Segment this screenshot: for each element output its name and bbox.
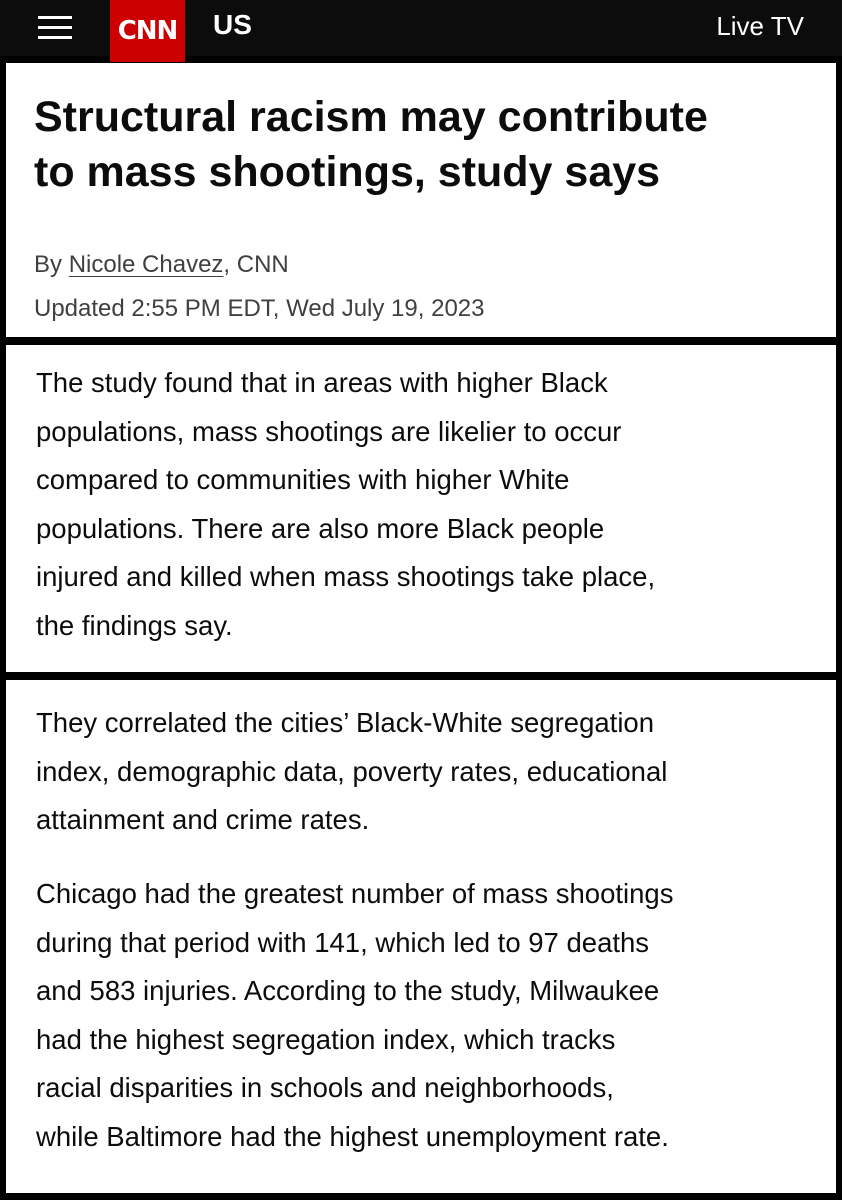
byline-prefix: By (34, 251, 69, 278)
author-link[interactable]: Nicole Chavez (68, 251, 224, 278)
text-line: They correlated the cities’ Black-White segregation (36, 707, 655, 738)
top-nav-bar (0, 0, 842, 56)
text-line: index, demographic data, poverty rates, educational (36, 755, 668, 787)
section-label[interactable]: US (213, 9, 252, 40)
text-line: compared to communities with higher White (36, 464, 570, 495)
title-line: Structural racism may contribute (34, 93, 708, 141)
text-line: during that period with 141, which led to 97 deaths (36, 926, 650, 958)
article-title (34, 90, 824, 200)
hamburger-menu-icon[interactable] (38, 10, 78, 42)
text-line: attainment and crime rates. (36, 804, 370, 835)
live-tv-link[interactable]: Live TV (716, 11, 804, 41)
text-line: and 583 injuries. According to the study, Milwaukee (36, 975, 660, 1006)
text-line: while Baltimore had the highest unemployment rate. (36, 1120, 669, 1152)
text-line: populations, mass shootings are likelier to occur (36, 415, 622, 447)
excerpt-card-2 (6, 680, 836, 1193)
text-line: Chicago had the greatest number of mass shootings (36, 878, 674, 909)
article-header-card (6, 63, 836, 337)
text-line: injured and killed when mass shootings take place, (36, 561, 656, 592)
byline (34, 251, 289, 279)
excerpt-paragraph (36, 359, 826, 650)
text-line: the findings say. (36, 609, 233, 641)
cnn-logo[interactable] (110, 0, 185, 62)
text-line: populations. There are also more Black people (36, 512, 605, 544)
excerpt-paragraph (36, 699, 826, 845)
text-line: The study found that in areas with higher Black (36, 367, 608, 398)
updated-timestamp: Updated 2:55 PM EDT, Wed July 19, 2023 (34, 295, 485, 322)
excerpt-card-1 (6, 345, 836, 672)
excerpt-paragraph (36, 870, 826, 1161)
text-line: racial disparities in schools and neighborhoods, (36, 1072, 614, 1103)
logo-text: CNN (117, 16, 178, 46)
title-line: to mass shootings, study says (34, 148, 661, 196)
byline-suffix: , CNN (223, 251, 289, 278)
text-line: had the highest segregation index, which tracks (36, 1023, 616, 1055)
